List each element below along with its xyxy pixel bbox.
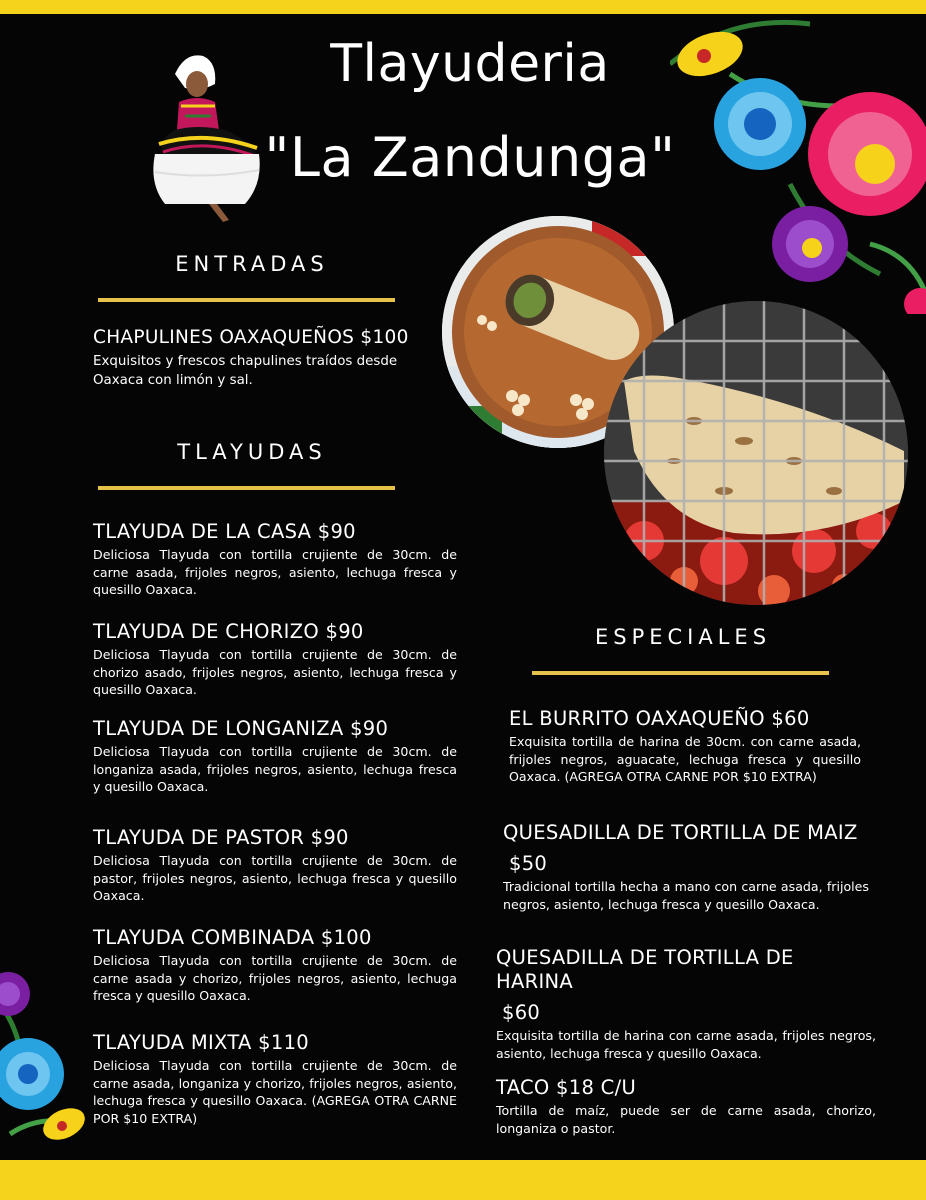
item-price: $50 xyxy=(509,852,548,875)
item-name: TLAYUDA DE LA CASA $90 xyxy=(93,520,356,543)
item-name: EL BURRITO OAXAQUEÑO $60 xyxy=(509,707,810,730)
menu-item-tlayuda-pastor xyxy=(93,826,457,905)
section-rule-tlayudas xyxy=(98,486,395,490)
menu-board xyxy=(0,14,926,1160)
purple-flower xyxy=(772,206,848,282)
section-heading-entradas: ENTRADAS xyxy=(175,252,329,276)
menu-item-quesadilla-maiz xyxy=(503,821,869,913)
item-description: Tradicional tortilla hecha a mano con carne asada, frijoles negros, asiento, lechuga fresca y quesillo Oaxaca. xyxy=(503,879,869,912)
section-heading-tlayudas: TLAYUDAS xyxy=(177,440,327,464)
section-heading-especiales: ESPECIALES xyxy=(594,625,772,649)
item-name: CHAPULINES OAXAQUEÑOS $100 xyxy=(93,327,409,348)
item-name: TACO $18 C/U xyxy=(496,1076,637,1099)
restaurant-subtitle: "La Zandunga" xyxy=(264,126,676,189)
tlayuda-grill-photo xyxy=(604,301,908,605)
item-name: TLAYUDA COMBINADA $100 xyxy=(93,926,372,949)
item-name: QUESADILLA DE TORTILLA DE MAIZ xyxy=(503,821,858,844)
embroidered-flowers-bottom-left xyxy=(0,964,90,1160)
item-price: $60 xyxy=(502,1001,541,1024)
section-rule-entradas xyxy=(98,298,395,302)
item-description: Deliciosa Tlayuda con tortilla crujiente de 30cm. de carne asada y chorizo, frijoles negros, asiento, lechuga fresca y quesillo Oaxaca. xyxy=(93,953,457,1003)
embroidered-flowers-top-right xyxy=(670,14,926,314)
item-description: Deliciosa Tlayuda con tortilla crujiente de 30cm. de carne asada, longaniza y chorizo, frijoles negros, asiento, lechuga fresca y quesillo Oaxaca. (AGREGA OTRA CARNE POR $10 EXTRA) xyxy=(93,1058,457,1126)
item-description: Exquisitos y frescos chapulines traídos desde Oaxaca con limón y sal. xyxy=(93,354,398,388)
restaurant-name: Tlayuderia xyxy=(330,34,610,94)
item-description: Deliciosa Tlayuda con tortilla crujiente de 30cm. de longaniza asada, frijoles negros, asiento, lechuga fresca y quesillo Oaxaca. xyxy=(93,744,457,794)
section-rule-especiales xyxy=(532,671,829,675)
item-description: Deliciosa Tlayuda con tortilla crujiente de 30cm. de chorizo asado, frijoles negros, asiento, lechuga fresca y quesillo Oaxaca. xyxy=(93,647,457,697)
pink-flower xyxy=(808,92,926,216)
menu-item-chapulines xyxy=(93,326,438,390)
item-name: TLAYUDA DE LONGANIZA $90 xyxy=(93,717,389,740)
menu-item-taco xyxy=(496,1076,876,1137)
menu-item-tlayuda-combinada xyxy=(93,926,457,1005)
item-name: TLAYUDA DE PASTOR $90 xyxy=(93,826,349,849)
blue-flower xyxy=(714,78,806,170)
item-description: Exquisita tortilla de harina de 30cm. con carne asada, frijoles negros, aguacate, lechuga fresca y quesillo Oaxaca. (AGREGA OTRA CARNE POR $10 EXTRA) xyxy=(509,734,861,784)
menu-item-tlayuda-mixta xyxy=(93,1031,457,1127)
menu-item-tlayuda-casa xyxy=(93,520,457,599)
menu-item-burrito xyxy=(509,707,861,786)
yellow-flower xyxy=(671,24,749,85)
item-name: TLAYUDA DE CHORIZO $90 xyxy=(93,620,364,643)
item-description: Exquisita tortilla de harina con carne asada, frijoles negros, asiento, lechuga fresca y quesillo Oaxaca. xyxy=(496,1028,876,1061)
item-name: QUESADILLA DE TORTILLA DE HARINA xyxy=(496,946,794,993)
item-description: Tortilla de maíz, puede ser de carne asada, chorizo, longaniza o pastor. xyxy=(496,1103,876,1136)
item-description: Deliciosa Tlayuda con tortilla crujiente de 30cm. de pastor, frijoles negros, asiento, lechuga fresca y quesillo Oaxaca. xyxy=(93,853,457,903)
item-name: TLAYUDA MIXTA $110 xyxy=(93,1031,309,1054)
menu-item-tlayuda-chorizo xyxy=(93,620,457,699)
item-description: Deliciosa Tlayuda con tortilla crujiente de 30cm. de carne asada, frijoles negros, asiento, lechuga fresca y quesillo Oaxaca. xyxy=(93,547,457,597)
menu-item-quesadilla-harina xyxy=(496,946,876,1062)
menu-item-tlayuda-longaniza xyxy=(93,717,457,796)
